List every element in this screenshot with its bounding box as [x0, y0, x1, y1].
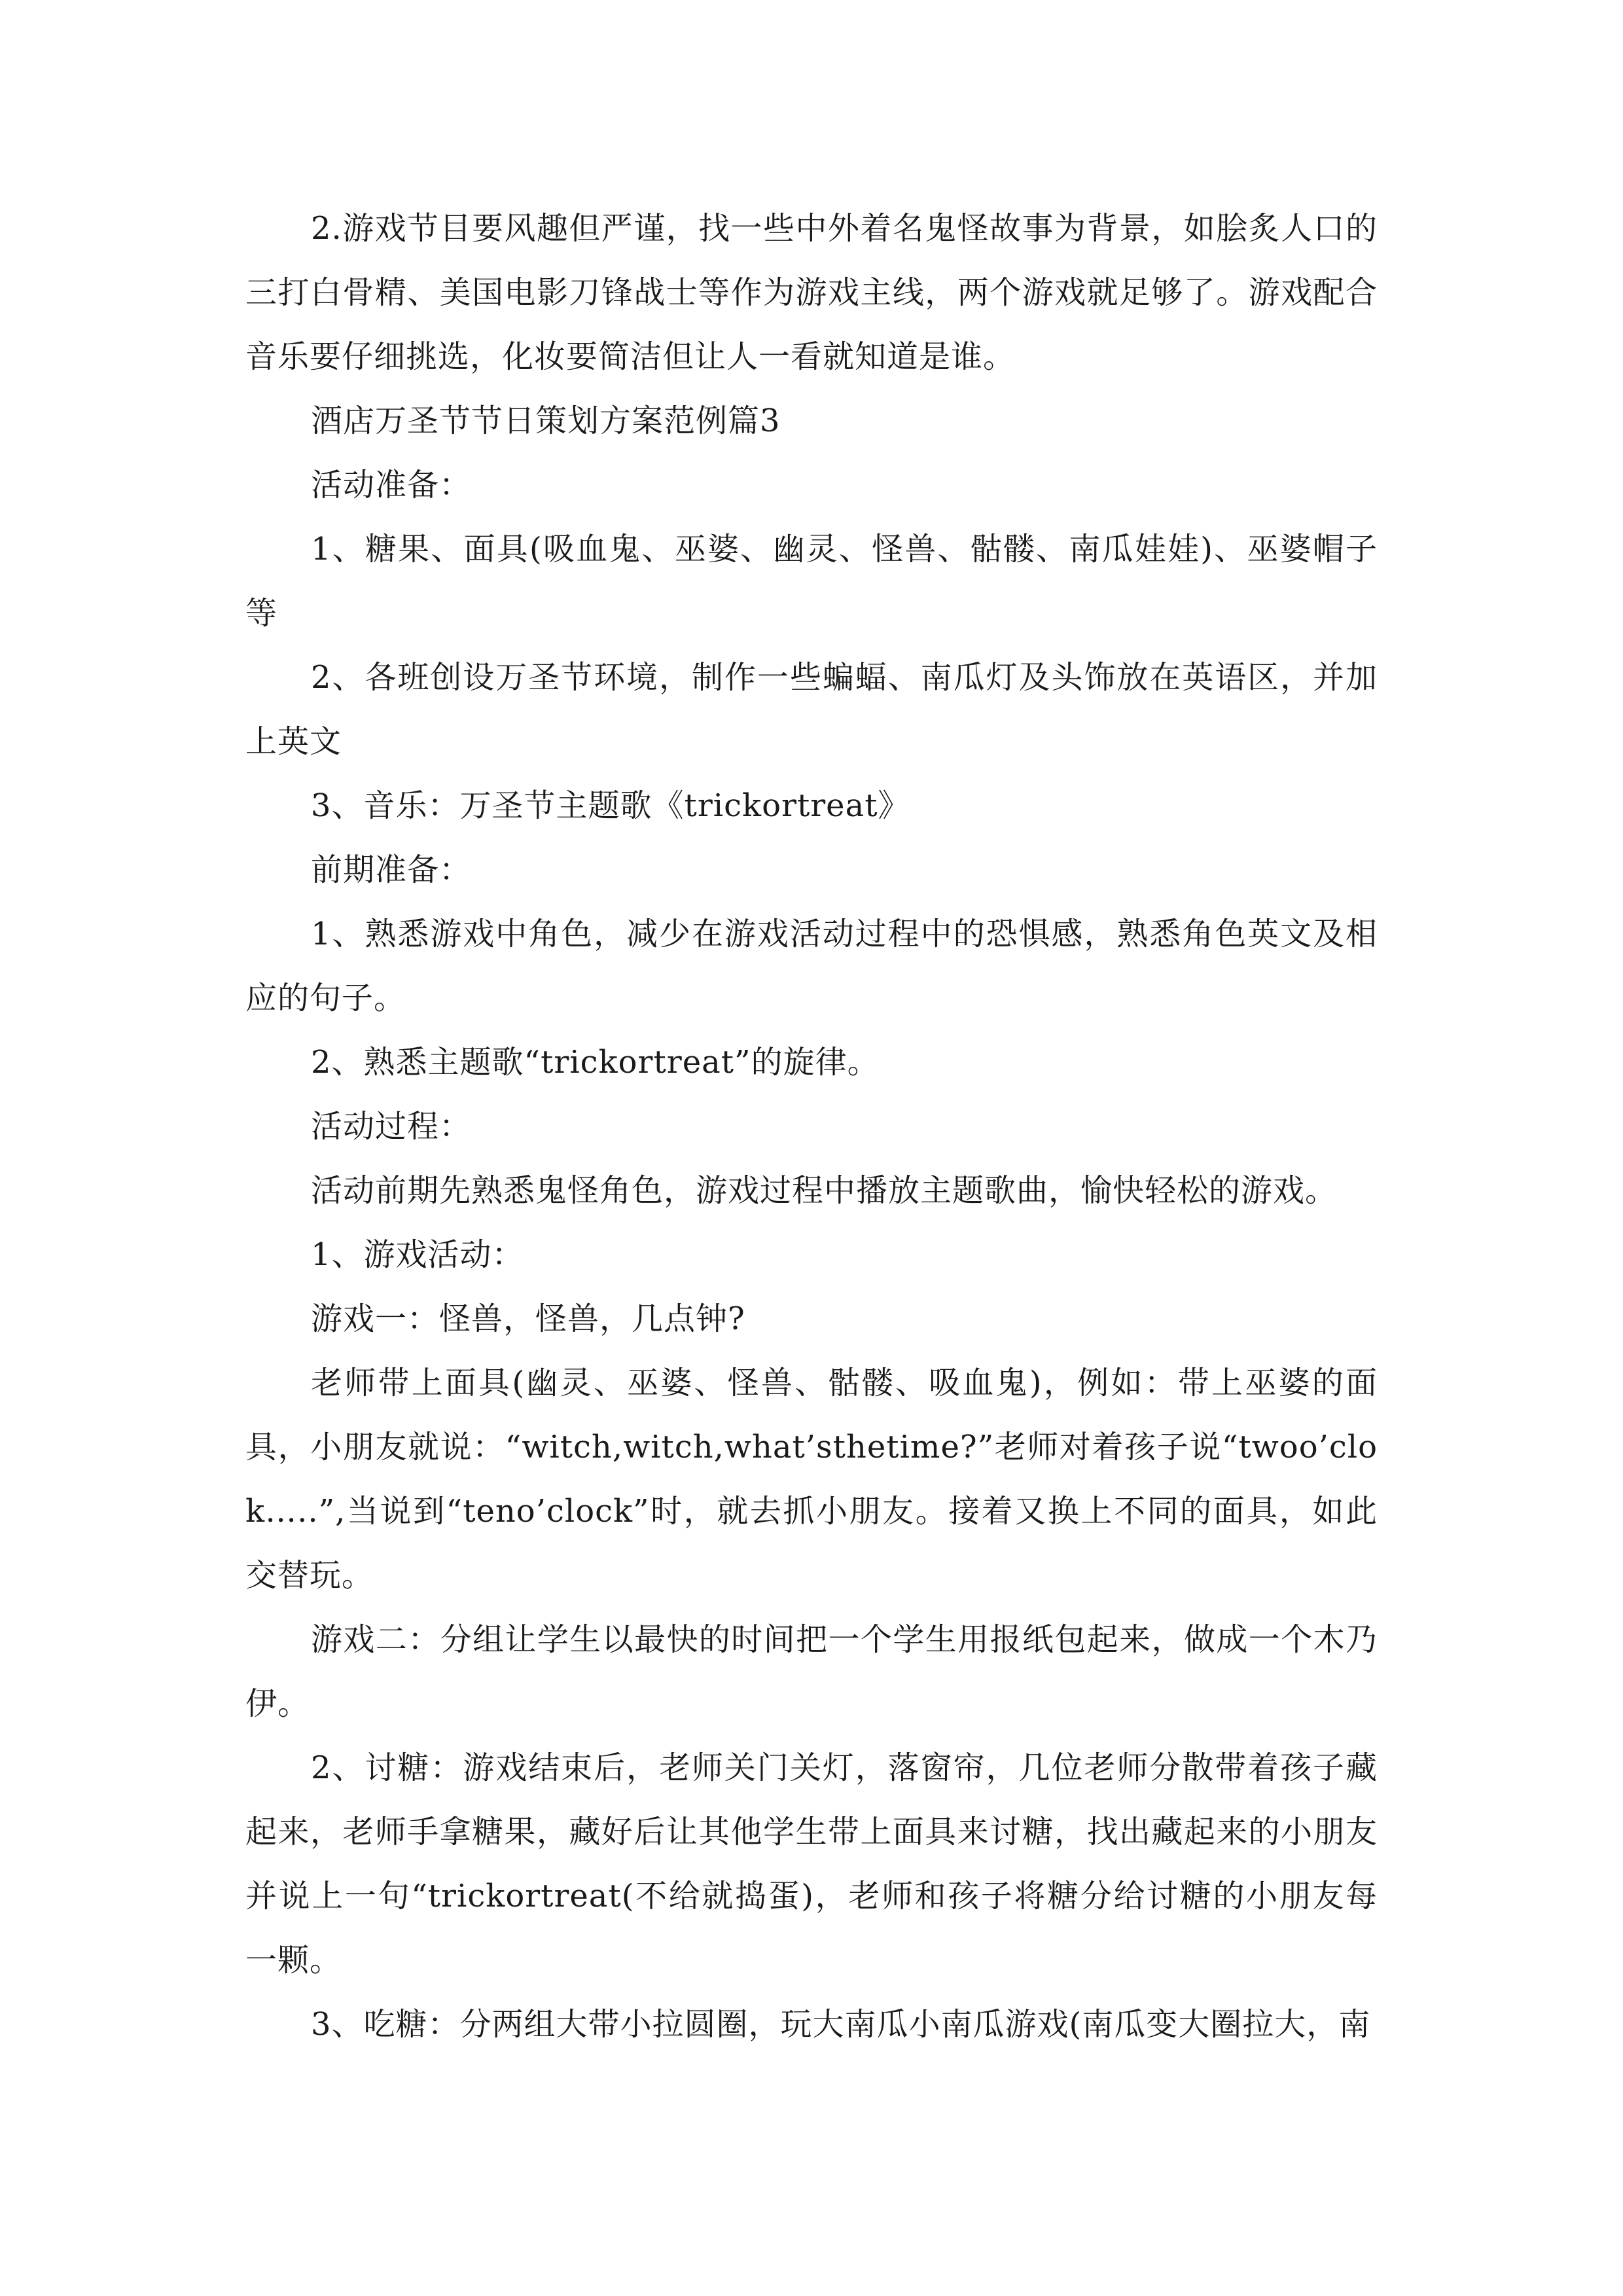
paragraph: 前期准备： [311, 852, 472, 888]
paragraph: 活动前期先熟悉鬼怪角色，游戏过程中播放主题歌曲，愉快轻松的游戏。 [311, 1172, 1338, 1209]
paragraph: 1、熟悉游戏中角色，减少在游戏活动过程中的恐惧感，熟悉角色英文及相应的句子。 [245, 916, 1378, 1016]
paragraph: 2.游戏节目要风趣但严谨，找一些中外着名鬼怪故事为背景，如脍炙人口的三打白骨精、美国电影刀锋战士等作为游戏主线，两个游戏就足够了。游戏配合音乐要仔细挑选，化妆要简洁但让人一看就知道是谁。 [245, 210, 1378, 375]
paragraph: 活动过程： [311, 1108, 472, 1145]
paragraph: 2、讨糖：游戏结束后，老师关门关灯，落窗帘，几位老师分散带着孩子藏起来，老师手拿糖果，藏好后让其他学生带上面具来讨糖，找出藏起来的小朋友并说上一句“trickortreat(不给就捣蛋)，老师和孩子将糖分给讨糖的小朋友每一颗。 [245, 1749, 1378, 1979]
paragraph: 老师带上面具(幽灵、巫婆、怪兽、骷髅、吸血鬼)，例如：带上巫婆的面具，小朋友就说：“witch,witch,what’sthetime?”老师对着孩子说“twoo’clok…..”,当说到“teno’clock”时，就去抓小朋友。接着又换上不同的面具，如此交替玩。 [245, 1365, 1378, 1594]
document-body [245, 196, 1378, 2056]
paragraph: 3、吃糖：分两组大带小拉圆圈，玩大南瓜小南瓜游戏(南瓜变大圈拉大，南 [311, 2006, 1371, 2043]
paragraph: 1、糖果、面具(吸血鬼、巫婆、幽灵、怪兽、骷髅、南瓜娃娃)、巫婆帽子等 [245, 531, 1378, 632]
paragraph: 活动准备： [311, 467, 472, 503]
paragraph: 游戏二：分组让学生以最快的时间把一个学生用报纸包起来，做成一个木乃伊。 [245, 1621, 1378, 1722]
section-heading: 酒店万圣节节日策划方案范例篇3 [311, 403, 781, 439]
paragraph: 2、熟悉主题歌“trickortreat”的旋律。 [311, 1044, 880, 1081]
paragraph: 游戏一：怪兽，怪兽，几点钟? [311, 1300, 745, 1337]
paragraph: 2、各班创设万圣节环境，制作一些蝙蝠、南瓜灯及头饰放在英语区，并加上英文 [245, 659, 1378, 760]
paragraph: 1、游戏活动： [311, 1236, 524, 1273]
paragraph: 3、音乐：万圣节主题歌《trickortreat》 [311, 787, 910, 824]
